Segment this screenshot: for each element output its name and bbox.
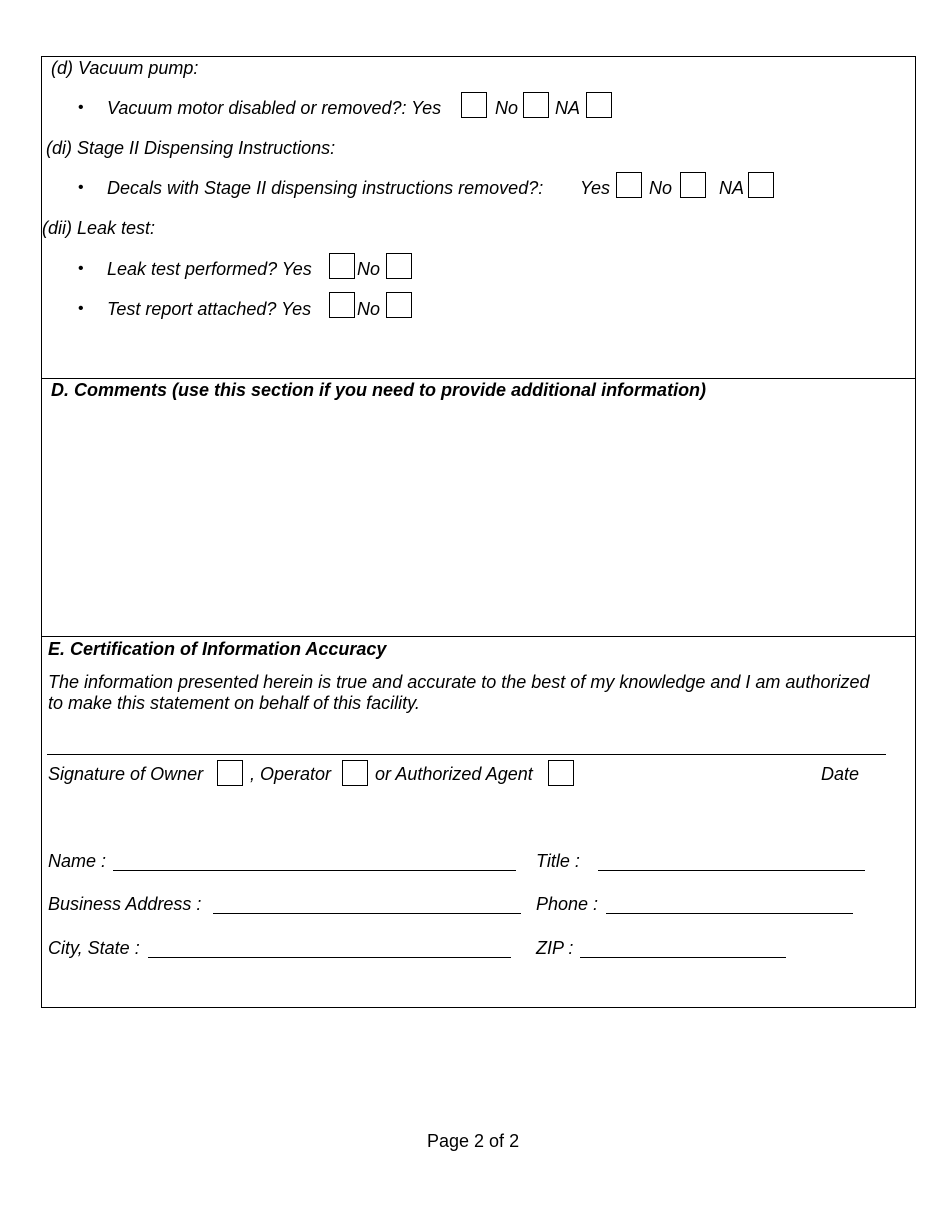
comments-area[interactable] xyxy=(46,405,911,630)
title-label: Title : xyxy=(536,851,580,871)
city-state-field[interactable] xyxy=(148,957,511,958)
date-label: Date xyxy=(821,764,860,784)
vacuum-no-label: No xyxy=(495,98,519,118)
leak-test-heading: (dii) Leak test: xyxy=(42,218,156,238)
address-label: Business Address : xyxy=(48,894,202,914)
leak-yes-checkbox[interactable] xyxy=(329,253,355,279)
phone-field[interactable] xyxy=(606,913,853,914)
decals-yes-checkbox[interactable] xyxy=(616,172,642,198)
signature-owner-label: Signature of Owner xyxy=(48,764,204,784)
vacuum-motor-question: Vacuum motor disabled or removed?: Yes xyxy=(107,98,442,118)
page-number: Page 2 of 2 xyxy=(427,1131,520,1151)
name-field[interactable] xyxy=(113,870,516,871)
decals-na-checkbox[interactable] xyxy=(748,172,774,198)
city-state-label: City, State : xyxy=(48,938,140,958)
owner-checkbox[interactable] xyxy=(217,760,243,786)
report-yes-checkbox[interactable] xyxy=(329,292,355,318)
report-no-checkbox[interactable] xyxy=(386,292,412,318)
vacuum-na-label: NA xyxy=(555,98,581,118)
name-label: Name : xyxy=(48,851,107,871)
vacuum-yes-checkbox[interactable] xyxy=(461,92,487,118)
title-field[interactable] xyxy=(598,870,865,871)
bullet-icon: • xyxy=(78,300,84,317)
decals-yes-label: Yes xyxy=(580,178,611,198)
signature-line[interactable] xyxy=(47,754,886,755)
report-attached-question: Test report attached? Yes xyxy=(107,299,312,319)
operator-checkbox[interactable] xyxy=(342,760,368,786)
agent-label: or Authorized Agent xyxy=(375,764,533,784)
bullet-icon: • xyxy=(78,179,84,196)
decals-no-checkbox[interactable] xyxy=(680,172,706,198)
vacuum-na-checkbox[interactable] xyxy=(586,92,612,118)
decals-question: Decals with Stage II dispensing instructions removed?: xyxy=(107,178,544,198)
stage2-heading: (di) Stage II Dispensing Instructions: xyxy=(46,138,336,158)
bullet-icon: • xyxy=(78,99,84,116)
zip-label: ZIP : xyxy=(536,938,574,958)
leak-no-checkbox[interactable] xyxy=(386,253,412,279)
zip-field[interactable] xyxy=(580,957,786,958)
certification-statement-line2: to make this statement on behalf of this facility. xyxy=(48,693,420,713)
decals-no-label: No xyxy=(649,178,673,198)
leak-performed-question: Leak test performed? Yes xyxy=(107,259,312,279)
vacuum-no-checkbox[interactable] xyxy=(523,92,549,118)
address-field[interactable] xyxy=(213,913,521,914)
leak-no-label: No xyxy=(357,259,381,279)
agent-checkbox[interactable] xyxy=(548,760,574,786)
comments-heading: D. Comments (use this section if you need to provide additional information) xyxy=(51,380,707,400)
phone-label: Phone : xyxy=(536,894,599,914)
bullet-icon: • xyxy=(78,260,84,277)
vacuum-pump-heading: (d) Vacuum pump: xyxy=(51,58,199,78)
certification-statement-line1: The information presented herein is true and accurate to the best of my knowledge and I am authorized xyxy=(48,672,870,692)
operator-label: , Operator xyxy=(250,764,332,784)
certification-heading: E. Certification of Information Accuracy xyxy=(48,639,387,659)
report-no-label: No xyxy=(357,299,381,319)
decals-na-label: NA xyxy=(719,178,745,198)
